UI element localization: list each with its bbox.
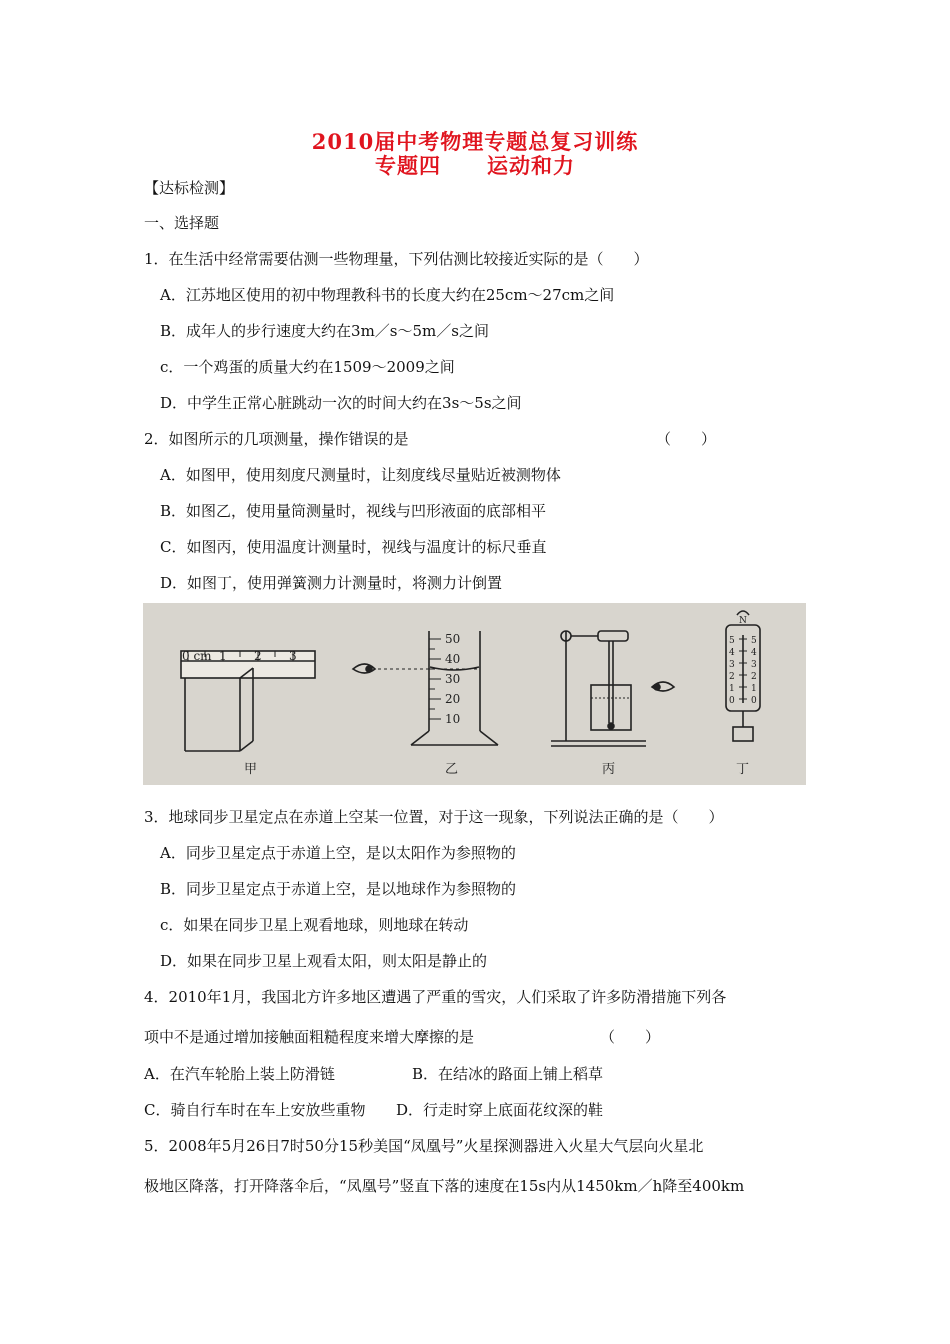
document-subtitle xyxy=(0,150,950,180)
spring-tick-label: 1 xyxy=(751,684,757,694)
question-3-stem: 3．地球同步卫星定点在赤道上空某一位置，对于这一现象，下列说法正确的是（ ） xyxy=(144,808,724,826)
section-heading: 一、选择题 xyxy=(144,214,220,232)
spring-scale-unit: N xyxy=(739,616,747,626)
question-4-option-b: B．在结冰的路面上铺上稻草 xyxy=(412,1065,604,1083)
document-title: 2010届中考物理专题总复习训练 xyxy=(311,129,639,154)
spring-tick-label: 0 xyxy=(729,696,735,706)
question-3-option-b: B．同步卫星定点于赤道上空，是以地球作为参照物的 xyxy=(160,880,517,898)
ruler-diagram xyxy=(181,651,315,751)
spring-tick-label: 2 xyxy=(729,672,735,682)
ruler-unit-label: 0 cm xyxy=(182,649,212,663)
question-1-option-d: D．中学生正常心脏跳动一次的时间大约在3s～5s之间 xyxy=(160,394,522,412)
question-3-option-c: c．如果在同步卫星上观看地球，则地球在转动 xyxy=(160,916,469,934)
cylinder-tick-label: 10 xyxy=(445,712,461,726)
subtitle-topic-name: 运动和力 xyxy=(487,153,575,178)
question-2-stem: 2．如图所示的几项测量，操作错误的是 xyxy=(144,430,409,448)
thermometer-diagram xyxy=(551,631,674,746)
question-5-stem-line1: 5．2008年5月26日7时50分15秒美国“凤凰号”火星探测器进入火星大气层向火星北 xyxy=(144,1137,704,1155)
cylinder-tick-label: 20 xyxy=(445,692,461,706)
question-2-option-d: D．如图丁，使用弹簧测力计测量时，将测力计倒置 xyxy=(160,574,503,592)
question-1-option-c: c．一个鸡蛋的质量大约在1509～2009之间 xyxy=(160,358,455,376)
question-5-stem-line2: 极地区降落，打开降落伞后，“凤凰号”竖直下落的速度在15s内从1450km／h降至400km xyxy=(144,1177,745,1195)
spring-tick-label: 3 xyxy=(729,660,735,670)
spring-tick-label: 5 xyxy=(729,636,735,646)
spring-tick-label: 5 xyxy=(751,636,757,646)
ruler-tick-label: 3 xyxy=(289,649,297,663)
question-2-option-b: B．如图乙，使用量筒测量时，视线与凹形液面的底部相平 xyxy=(160,502,547,520)
question-1-option-a: A．江苏地区使用的初中物理教科书的长度大约在25cm～27cm之间 xyxy=(160,286,615,304)
question-2-answer-paren: （ ） xyxy=(656,430,717,448)
question-1-stem: 1．在生活中经常需要估测一些物理量，下列估测比较接近实际的是（ ） xyxy=(144,250,649,268)
measurement-figure-drawing xyxy=(143,603,806,785)
section-tag: 【达标检测】 xyxy=(144,179,235,197)
cylinder-tick-label: 50 xyxy=(445,632,461,646)
question-4-option-c: C．骑自行车时在车上安放些重物 xyxy=(144,1101,366,1119)
question-2-option-c: C．如图丙，使用温度计测量时，视线与温度计的标尺垂直 xyxy=(160,538,547,556)
figure-label-yi: 乙 xyxy=(445,762,459,777)
measurement-figure xyxy=(143,603,806,785)
ruler-tick-label: 1 xyxy=(219,649,227,663)
question-1-option-b: B．成年人的步行速度大约在3m／s～5m／s之间 xyxy=(160,322,489,340)
question-4-stem-line1: 4．2010年1月，我国北方许多地区遭遇了严重的雪灾，人们采取了许多防滑措施下列各 xyxy=(144,988,727,1006)
question-3-option-d: D．如果在同步卫星上观看太阳，则太阳是静止的 xyxy=(160,952,488,970)
spring-tick-label: 3 xyxy=(751,660,757,670)
ruler-tick-label: 2 xyxy=(254,649,262,663)
spring-tick-label: 2 xyxy=(751,672,757,682)
cylinder-diagram xyxy=(353,631,498,745)
question-2-option-a: A．如图甲，使用刻度尺测量时，让刻度线尽量贴近被测物体 xyxy=(160,466,561,484)
subtitle-topic-number: 专题四 xyxy=(375,153,441,178)
spring-tick-label: 4 xyxy=(729,648,735,658)
question-3-option-a: A．同步卫星定点于赤道上空，是以太阳作为参照物的 xyxy=(160,844,516,862)
figure-label-bing: 丙 xyxy=(602,762,616,777)
question-4-stem-line2: 项中不是通过增加接触面粗糙程度来增大摩擦的是 xyxy=(144,1028,475,1046)
figure-label-jia: 甲 xyxy=(244,762,258,777)
figure-label-ding: 丁 xyxy=(736,762,750,777)
cylinder-tick-label: 30 xyxy=(445,672,461,686)
cylinder-tick-label: 40 xyxy=(445,652,461,666)
spring-tick-label: 4 xyxy=(751,648,757,658)
spring-tick-label: 0 xyxy=(751,696,757,706)
question-4-option-d: D．行走时穿上底面花纹深的鞋 xyxy=(396,1101,604,1119)
question-4-option-a: A．在汽车轮胎上装上防滑链 xyxy=(144,1065,335,1083)
spring-tick-label: 1 xyxy=(729,684,735,694)
question-4-answer-paren: （ ） xyxy=(600,1028,661,1046)
